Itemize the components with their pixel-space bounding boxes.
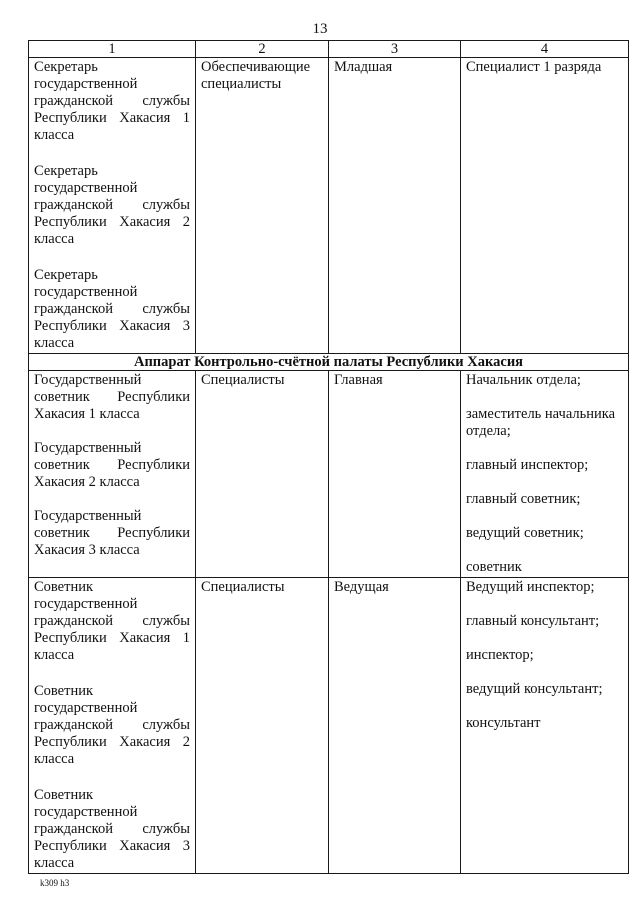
section-title: Аппарат Контрольно-счётной палаты Республики Хакасия — [29, 354, 629, 371]
header-cell-2: 2 — [196, 41, 329, 58]
class-rank-entry: Государственный советник Республики Хакасия 2 класса — [34, 440, 190, 490]
class-rank-cell — [29, 371, 196, 578]
category-cell: Специалисты — [196, 578, 329, 874]
group-cell: Главная — [329, 371, 461, 578]
section-header-row — [29, 354, 629, 371]
page-number: 13 — [312, 21, 328, 37]
position-entry: главный инспектор; — [466, 457, 589, 473]
position-entry: Начальник отдела; — [466, 372, 581, 388]
table-row — [29, 578, 629, 874]
header-cell-3: 3 — [329, 41, 461, 58]
position-entry: главный советник; — [466, 491, 581, 507]
footer-code: k309 h3 — [40, 878, 70, 888]
table-header-row — [29, 41, 629, 58]
position-entry: главный консультант; — [466, 613, 600, 629]
category-cell: Специалисты — [196, 371, 329, 578]
category-cell: Обеспечивающие специалисты — [196, 58, 329, 354]
class-rank-cell — [29, 578, 196, 874]
class-rank-entry: Секретарь государственной гражданской службы Республики Хакасия 1 класса — [34, 59, 190, 143]
header-cell-4: 4 — [461, 41, 629, 58]
position-cell: Специалист 1 разряда — [461, 58, 629, 354]
table-row — [29, 58, 629, 354]
position-entry: советник — [466, 559, 522, 575]
position-cell — [461, 578, 629, 874]
class-rank-entry: Советник государственной гражданской службы Республики Хакасия 2 класса — [34, 683, 190, 767]
group-cell: Младшая — [329, 58, 461, 354]
position-entry: ведущий советник; — [466, 525, 584, 541]
class-rank-entry: Секретарь государственной гражданской службы Республики Хакасия 3 класса — [34, 267, 190, 351]
position-entry: заместитель начальника отдела; — [466, 406, 616, 439]
position-entry: Ведущий инспектор; — [466, 579, 595, 595]
position-entry: консультант — [466, 715, 541, 731]
position-entry: инспектор; — [466, 647, 534, 663]
group-cell: Ведущая — [329, 578, 461, 874]
table-row — [29, 371, 629, 578]
class-rank-entry: Государственный советник Республики Хакасия 3 класса — [34, 508, 190, 558]
class-rank-entry: Советник государственной гражданской службы Республики Хакасия 1 класса — [34, 579, 190, 663]
class-rank-entry: Государственный советник Республики Хакасия 1 класса — [34, 372, 190, 422]
class-rank-cell — [29, 58, 196, 354]
positions-table — [28, 40, 629, 874]
position-entry: ведущий консультант; — [466, 681, 603, 697]
class-rank-entry: Советник государственной гражданской службы Республики Хакасия 3 класса — [34, 787, 190, 871]
class-rank-entry: Секретарь государственной гражданской службы Республики Хакасия 2 класса — [34, 163, 190, 247]
header-cell-1: 1 — [29, 41, 196, 58]
position-cell — [461, 371, 629, 578]
